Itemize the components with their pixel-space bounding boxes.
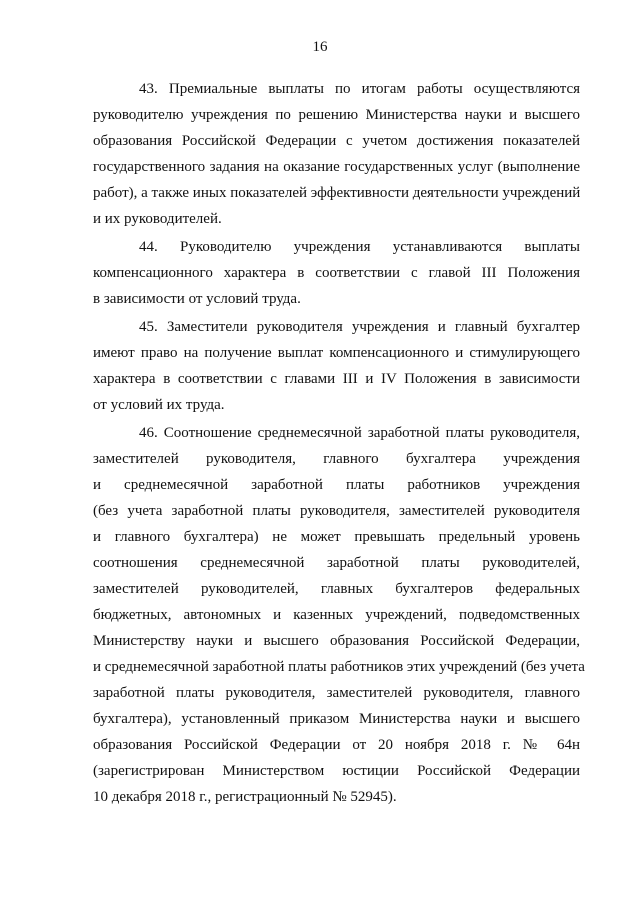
- text-line: Министерству науки и высшего образования Российской Федерации,: [93, 633, 580, 649]
- text-line: компенсационного характера в соответствии с главой III Положения: [93, 265, 580, 281]
- paragraph-46: [93, 420, 585, 810]
- text-line: бюджетных, автономных и казенных учреждений, подведомственных: [93, 607, 580, 623]
- text-line: и главного бухгалтера) не может превышать предельный уровень: [93, 529, 580, 545]
- text-line: и их руководителей.: [93, 211, 222, 227]
- paragraph-44: [93, 234, 580, 312]
- text-line: 44. Руководителю учреждения устанавливаются выплаты: [139, 239, 580, 255]
- text-line: имеют право на получение выплат компенсационного и стимулирующего: [93, 345, 580, 361]
- text-line: в зависимости от условий труда.: [93, 291, 301, 307]
- text-line: руководителю учреждения по решению Министерства науки и высшего: [93, 107, 580, 123]
- text-line: заместителей руководителей, главных бухгалтеров федеральных: [93, 581, 580, 597]
- text-line: заместителей руководителя, главного бухгалтера учреждения: [93, 451, 580, 467]
- document-body: [93, 76, 585, 812]
- text-line: 46. Соотношение среднемесячной заработной платы руководителя,: [139, 425, 580, 441]
- text-line: бухгалтера), установленный приказом Министерства науки и высшего: [93, 711, 580, 727]
- text-line: соотношения среднемесячной заработной платы руководителей,: [93, 555, 580, 571]
- text-line: образования Российской Федерации от 20 ноября 2018 г. № 64н: [93, 737, 580, 753]
- text-line: (без учета заработной платы руководителя, заместителей руководителя: [93, 503, 580, 519]
- paragraph-43: [93, 76, 580, 232]
- text-line: образования Российской Федерации с учетом достижения показателей: [93, 133, 580, 149]
- text-line: 45. Заместители руководителя учреждения и главный бухгалтер: [139, 319, 580, 335]
- page-number: 16: [312, 39, 328, 55]
- text-line: 43. Премиальные выплаты по итогам работы осуществляются: [139, 81, 580, 97]
- text-line: и среднемесячной заработной платы работников этих учреждений (без учета: [93, 659, 585, 675]
- text-line: характера в соответствии с главами III и IV Положения в зависимости: [93, 371, 580, 387]
- text-line: государственного задания на оказание государственных услуг (выполнение: [93, 159, 580, 175]
- text-line: (зарегистрирован Министерством юстиции Российской Федерации: [93, 763, 580, 779]
- text-line: от условий их труда.: [93, 397, 225, 413]
- text-line: 10 декабря 2018 г., регистрационный № 52945).: [93, 789, 397, 805]
- text-line: заработной платы руководителя, заместителей руководителя, главного: [93, 685, 580, 701]
- paragraph-45: [93, 314, 580, 418]
- text-line: работ), а также иных показателей эффективности деятельности учреждений: [93, 185, 581, 201]
- text-line: и среднемесячной заработной платы работников учреждения: [93, 477, 580, 493]
